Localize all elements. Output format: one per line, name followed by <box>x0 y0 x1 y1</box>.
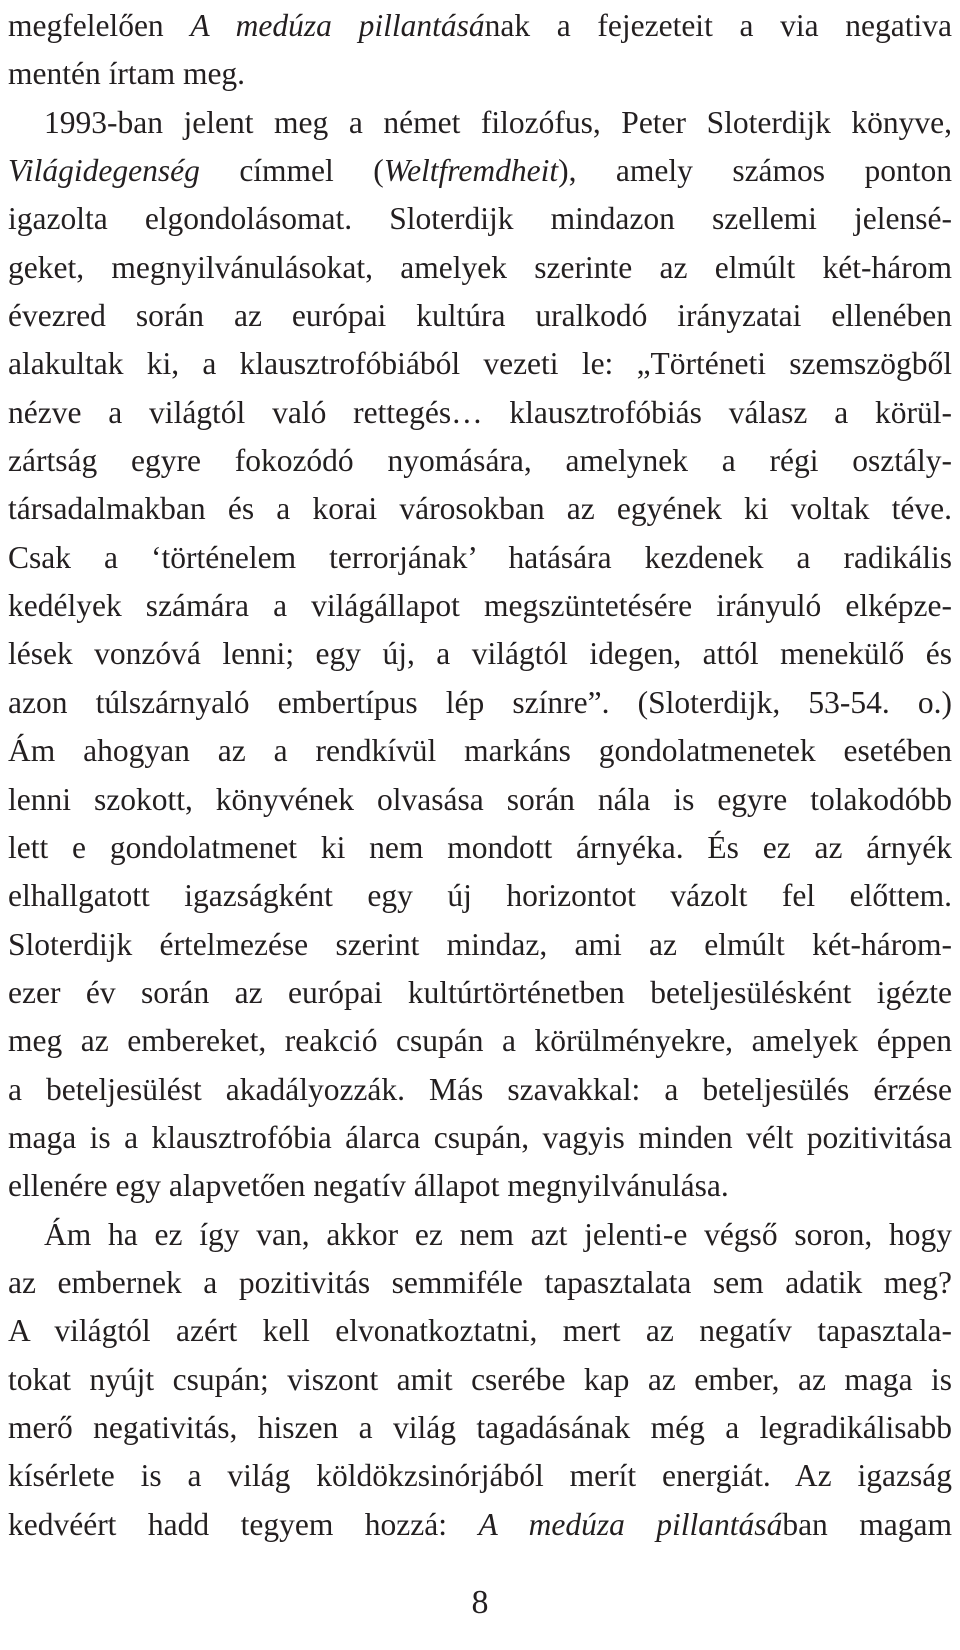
text-line <box>8 582 952 630</box>
italic-text: Weltfremdheit <box>383 153 559 189</box>
text-line <box>8 437 952 485</box>
text-run: címmel ( <box>199 153 384 189</box>
text-run: A világtól azért kell elvonatkoztatni, mert az negatív tapasztala- <box>8 1313 952 1349</box>
text-line <box>8 1162 952 1210</box>
text-run: geket, megnyilvánulásokat, amelyek szerinte az elmúlt két-három <box>8 249 952 285</box>
text-run: elhallgatott igazságként egy új horizontot vázolt fel előttem. <box>8 878 952 914</box>
text-run: megfelelően <box>8 8 191 43</box>
text-run: igazolta elgondolásomat. Sloterdijk mindazon szellemi jelensé- <box>8 201 952 237</box>
text-line <box>8 1259 952 1307</box>
text-run: társadalmakban és a korai városokban az egyének ki voltak téve. <box>8 491 952 527</box>
text-line <box>8 485 952 533</box>
text-run: lenni szokott, könyvének olvasása során nála is egyre tolakodóbb <box>8 781 952 817</box>
text-run: a beteljesülést akadályozzák. Más szavakkal: a beteljesülés érzése <box>8 1071 952 1107</box>
text-line <box>8 292 952 340</box>
text-run: mentén írtam meg. <box>8 56 246 92</box>
italic-text: A medúza pillantásá <box>478 1506 783 1542</box>
text-line <box>8 147 952 195</box>
text-run: kísérlete is a világ köldökzsinórjából merít energiát. Az igazság <box>8 1458 952 1494</box>
text-run: ezer év során az európai kultúrtörténetben beteljesülésként igézte <box>8 974 952 1010</box>
text-line <box>8 727 952 775</box>
italic-text: Világidegenség <box>8 153 200 189</box>
text-run: évezred során az európai kultúra uralkodó irányzatai ellenében <box>8 298 952 334</box>
text-line <box>8 969 952 1017</box>
text-run: az embernek a pozitivitás semmiféle tapasztalata sem adatik meg? <box>8 1264 952 1300</box>
body-text <box>8 2 952 1549</box>
page-number: 8 <box>471 1584 489 1621</box>
text-run: nak a fejezeteit a via negativa <box>484 8 952 43</box>
text-run: Sloterdijk értelmezése szerint mindaz, ami az elmúlt két-három- <box>8 926 952 962</box>
text-run: maga is a klausztrofóbia álarca csupán, vagyis minden vélt pozitivitása <box>8 1119 952 1155</box>
text-line <box>8 1356 952 1404</box>
text-line <box>8 1307 952 1355</box>
text-line <box>8 1017 952 1065</box>
text-line <box>8 776 952 824</box>
text-line <box>8 1404 952 1452</box>
text-line <box>8 921 952 969</box>
text-run: alakultak ki, a klausztrofóbiából vezeti le: „Történeti szemszögből <box>8 346 952 382</box>
text-run: ellenére egy alapvetően negatív állapot megnyilvánulása. <box>8 1168 729 1204</box>
text-run: lett e gondolatmenet ki nem mondott árnyéka. És ez az árnyék <box>8 829 952 865</box>
text-line <box>8 99 952 147</box>
text-run: kedvéért hadd tegyem hozzá: <box>8 1506 479 1542</box>
text-line <box>8 389 952 437</box>
text-line <box>8 1114 952 1162</box>
text-run: nézve a világtól való rettegés… klausztrofóbiás válasz a körül- <box>8 394 952 430</box>
text-run: kedélyek számára a világállapot megszüntetésére irányuló elképze- <box>8 588 952 624</box>
text-run: 1993-ban jelent meg a német filozófus, Peter Sloterdijk könyve, <box>44 104 952 140</box>
text-line <box>8 872 952 920</box>
text-line <box>8 534 952 582</box>
text-line <box>8 824 952 872</box>
italic-text: A medúza pillantásá <box>190 8 485 43</box>
text-line <box>8 1066 952 1114</box>
text-run: tokat nyújt csupán; viszont amit cserébe kap az ember, az maga is <box>8 1361 952 1397</box>
text-run: ), amely számos ponton <box>558 153 952 189</box>
text-run: lések vonzóvá lenni; egy új, a világtól idegen, attól menekülő és <box>8 636 952 672</box>
text-run: meg az embereket, reakció csupán a körülményekre, amelyek éppen <box>8 1023 952 1059</box>
text-run: Ám ahogyan az a rendkívül markáns gondolatmenetek esetében <box>8 733 952 769</box>
text-run: Csak a ‘történelem terrorjának’ hatására kezdenek a radikális <box>8 539 952 575</box>
text-run: azon túlszárnyaló embertípus lép színre”. (Sloterdijk, 53-54. o.) <box>8 684 952 720</box>
text-run: ban magam <box>782 1506 952 1542</box>
text-line <box>8 195 952 243</box>
text-line <box>8 340 952 388</box>
text-line <box>8 1452 952 1500</box>
text-run: Ám ha ez így van, akkor ez nem azt jelenti-e végső soron, hogy <box>44 1216 952 1252</box>
text-line <box>8 50 952 98</box>
text-line <box>8 1211 952 1259</box>
text-line <box>8 244 952 292</box>
text-line <box>8 679 952 727</box>
text-run: merő negativitás, hiszen a világ tagadásának még a legradikálisabb <box>8 1409 952 1445</box>
text-line <box>8 1501 952 1549</box>
text-line <box>8 2 952 50</box>
text-run: zártság egyre fokozódó nyomására, amelynek a régi osztály- <box>8 443 952 479</box>
text-line <box>8 630 952 678</box>
